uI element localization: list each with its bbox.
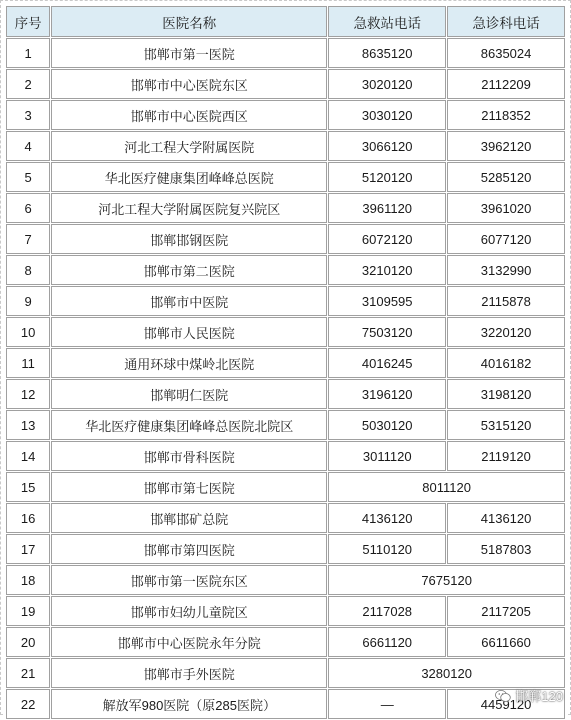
row-number: 9: [6, 286, 50, 316]
table-row: [6, 441, 565, 471]
hospital-phone-table: [5, 5, 566, 720]
table-row: [6, 627, 565, 657]
emergency-phone: 3030120: [328, 100, 446, 130]
clinic-phone: 2115878: [447, 286, 565, 316]
emergency-phone: 5030120: [328, 410, 446, 440]
hospital-name: 河北工程大学附属医院: [51, 131, 327, 161]
clinic-phone: 5315120: [447, 410, 565, 440]
table-row: [6, 162, 565, 192]
hospital-name: 邯郸邯钢医院: [51, 224, 327, 254]
table-row: [6, 565, 565, 595]
emergency-phone: 5120120: [328, 162, 446, 192]
row-number: 21: [6, 658, 50, 688]
clinic-phone: 5285120: [447, 162, 565, 192]
row-number: 13: [6, 410, 50, 440]
clinic-phone: 4136120: [447, 503, 565, 533]
row-number: 19: [6, 596, 50, 626]
hospital-name: 通用环球中煤岭北医院: [51, 348, 327, 378]
clinic-phone: 3961020: [447, 193, 565, 223]
hospital-name: 邯郸市第四医院: [51, 534, 327, 564]
emergency-phone: 7503120: [328, 317, 446, 347]
header-row: [6, 6, 565, 37]
emergency-phone: 3109595: [328, 286, 446, 316]
row-number: 18: [6, 565, 50, 595]
header-no: 序号: [6, 6, 50, 37]
row-number: 7: [6, 224, 50, 254]
emergency-phone: 6072120: [328, 224, 446, 254]
emergency-phone: 4136120: [328, 503, 446, 533]
clinic-phone: 2112209: [447, 69, 565, 99]
hospital-name: 邯郸市中医院: [51, 286, 327, 316]
hospital-name: 邯郸市妇幼儿童院区: [51, 596, 327, 626]
clinic-phone: 6077120: [447, 224, 565, 254]
clinic-phone: 4016182: [447, 348, 565, 378]
clinic-phone: 3132990: [447, 255, 565, 285]
table-row: [6, 503, 565, 533]
row-number: 15: [6, 472, 50, 502]
row-number: 22: [6, 689, 50, 719]
table-row: [6, 379, 565, 409]
table-row: [6, 472, 565, 502]
watermark-text: 邯郸120: [515, 686, 563, 705]
clinic-phone: 3962120: [447, 131, 565, 161]
table-row: [6, 224, 565, 254]
hospital-name: 河北工程大学附属医院复兴院区: [51, 193, 327, 223]
emergency-phone: 3011120: [328, 441, 446, 471]
table-row: [6, 255, 565, 285]
emergency-phone: 4016245: [328, 348, 446, 378]
clinic-phone: 8635024: [447, 38, 565, 68]
hospital-name: 邯郸市人民医院: [51, 317, 327, 347]
shared-phone: 7675120: [328, 565, 565, 595]
table-row: [6, 410, 565, 440]
row-number: 20: [6, 627, 50, 657]
emergency-phone: 3020120: [328, 69, 446, 99]
shared-phone: 3280120: [328, 658, 565, 688]
row-number: 10: [6, 317, 50, 347]
row-number: 5: [6, 162, 50, 192]
table-row: [6, 193, 565, 223]
emergency-phone: 3066120: [328, 131, 446, 161]
table-row: [6, 38, 565, 68]
table-row: [6, 69, 565, 99]
clinic-phone: 2118352: [447, 100, 565, 130]
row-number: 11: [6, 348, 50, 378]
clinic-phone: 2119120: [447, 441, 565, 471]
table-row: [6, 596, 565, 626]
emergency-phone: 3196120: [328, 379, 446, 409]
hospital-name: 邯郸市手外医院: [51, 658, 327, 688]
row-number: 12: [6, 379, 50, 409]
header-emergency-phone: 急救站电话: [328, 6, 446, 37]
table-row: [6, 286, 565, 316]
hospital-name: 华北医疗健康集团峰峰总医院: [51, 162, 327, 192]
header-hospital-name: 医院名称: [51, 6, 327, 37]
row-number: 2: [6, 69, 50, 99]
hospital-name: 解放军980医院（原285医院）: [51, 689, 327, 719]
hospital-name: 华北医疗健康集团峰峰总医院北院区: [51, 410, 327, 440]
emergency-phone: 6661120: [328, 627, 446, 657]
row-number: 4: [6, 131, 50, 161]
emergency-phone: —: [328, 689, 446, 719]
table-row: [6, 534, 565, 564]
hospital-name: 邯郸明仁医院: [51, 379, 327, 409]
hospital-name: 邯郸市第一医院: [51, 38, 327, 68]
emergency-phone: 2117028: [328, 596, 446, 626]
table-row: [6, 658, 565, 688]
row-number: 14: [6, 441, 50, 471]
hospital-name: 邯郸邯矿总院: [51, 503, 327, 533]
row-number: 6: [6, 193, 50, 223]
clinic-phone: 5187803: [447, 534, 565, 564]
hospital-name: 邯郸市中心医院西区: [51, 100, 327, 130]
hospital-name: 邯郸市中心医院东区: [51, 69, 327, 99]
hospital-name: 邯郸市第一医院东区: [51, 565, 327, 595]
hospital-name: 邯郸市骨科医院: [51, 441, 327, 471]
row-number: 16: [6, 503, 50, 533]
hospital-name: 邯郸市中心医院永年分院: [51, 627, 327, 657]
emergency-phone: 3961120: [328, 193, 446, 223]
clinic-phone: 3198120: [447, 379, 565, 409]
row-number: 3: [6, 100, 50, 130]
clinic-phone: 6611660: [447, 627, 565, 657]
clinic-phone: 3220120: [447, 317, 565, 347]
emergency-phone: 3210120: [328, 255, 446, 285]
table-row: [6, 348, 565, 378]
table-row: [6, 131, 565, 161]
clinic-phone: 2117205: [447, 596, 565, 626]
row-number: 1: [6, 38, 50, 68]
clinic-phone: 4459120: [447, 689, 565, 719]
table-row: [6, 317, 565, 347]
row-number: 8: [6, 255, 50, 285]
header-clinic-phone: 急诊科电话: [447, 6, 565, 37]
emergency-phone: 8635120: [328, 38, 446, 68]
shared-phone: 8011120: [328, 472, 565, 502]
hospital-name: 邯郸市第二医院: [51, 255, 327, 285]
table-row: [6, 100, 565, 130]
hospital-name: 邯郸市第七医院: [51, 472, 327, 502]
emergency-phone: 5110120: [328, 534, 446, 564]
table-body: [6, 38, 565, 719]
row-number: 17: [6, 534, 50, 564]
